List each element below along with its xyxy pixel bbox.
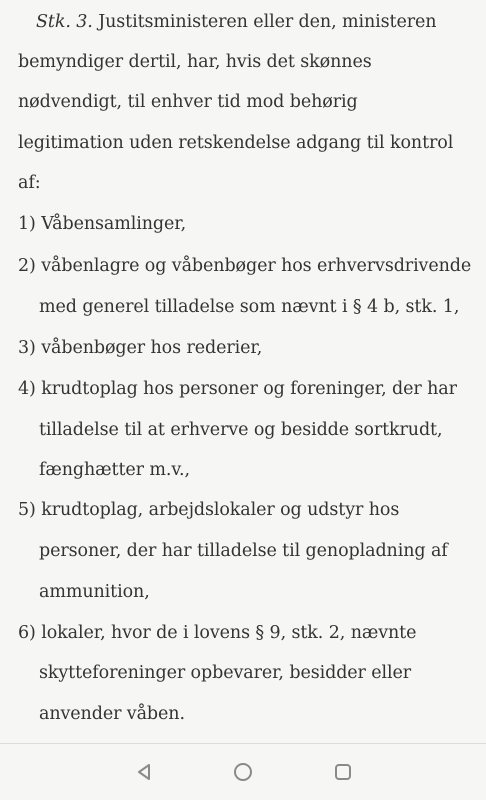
home-circle-icon (232, 761, 254, 783)
list-item-4 (18, 377, 457, 401)
list-item-text: krudtoplag hos personer og foreninger, der har (41, 379, 457, 399)
list-item-number: 5) (18, 500, 36, 520)
list-item-6 (18, 621, 416, 645)
list-item-number: 1) (18, 214, 36, 234)
list-item-text: fænghætter m.v., (39, 460, 190, 480)
list-item-text: våbenlagre og våbenbøger hos erhvervsdrivende (41, 256, 472, 276)
recents-square-icon (333, 762, 353, 782)
intro-line-5: af: (18, 173, 41, 193)
list-item-1 (18, 212, 186, 236)
list-item-text: lokaler, hvor de i lovens § 9, stk. 2, nævnte (41, 623, 417, 643)
system-navigation-bar (0, 744, 486, 800)
home-button[interactable] (229, 758, 257, 786)
back-button[interactable] (130, 758, 158, 786)
back-triangle-icon (134, 762, 154, 782)
stk-heading-line (36, 10, 436, 34)
stk-heading: Stk. 3. (36, 12, 93, 32)
list-item-3 (18, 336, 262, 360)
list-item-text: skytteforeninger opbevarer, besidder eller (39, 663, 412, 683)
list-item-number: 2) (18, 256, 36, 276)
list-item-text: krudtoplag, arbejdslokaler og udstyr hos (41, 500, 400, 520)
intro-line-1: Justitsministeren eller den, ministeren (98, 12, 437, 32)
list-item-2 (18, 254, 471, 278)
list-item-number: 3) (18, 338, 36, 358)
intro-line-2: bemyndiger dertil, har, hvis det skønnes (18, 52, 372, 72)
intro-line-3: nødvendigt, til enhver tid mod behørig (18, 92, 358, 112)
list-item-text: Våbensamlinger, (41, 214, 187, 234)
list-item-text: personer, der har tilladelse til genopladning af (39, 541, 448, 561)
list-item-text: våbenbøger hos rederier, (41, 338, 263, 358)
recents-button[interactable] (329, 758, 357, 786)
list-item-text: tilladelse til at erhverve og besidde sortkrudt, (39, 420, 443, 440)
list-item-5 (18, 498, 399, 522)
list-item-text: ammunition, (39, 582, 150, 602)
list-item-text: med generel tilladelse som nævnt i § 4 b, stk. 1, (39, 297, 460, 317)
list-item-text: anvender våben. (39, 704, 185, 724)
intro-line-4: legitimation uden retskendelse adgang til kontrol (18, 133, 454, 153)
list-item-number: 6) (18, 623, 36, 643)
list-item-number: 4) (18, 379, 36, 399)
